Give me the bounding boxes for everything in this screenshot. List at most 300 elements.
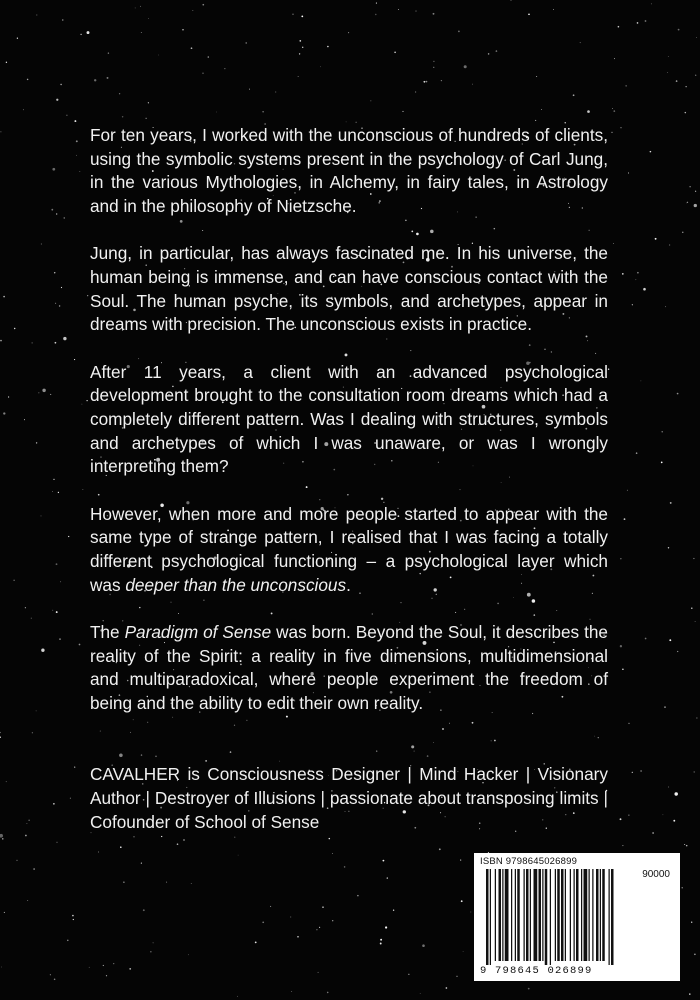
star: [676, 80, 678, 82]
star: [398, 9, 399, 10]
star: [426, 81, 428, 83]
barcode-bars: [486, 869, 668, 965]
paragraph-3: After 11 years, a client with an advanced psychological development brought to the consultation room dreams which had a completely different pattern. Was I dealing with structures, symbols and archetypes of which I was unaware, or was I wrongly interpreting them?: [90, 361, 608, 477]
star: [79, 171, 80, 172]
star: [635, 279, 636, 280]
star: [686, 86, 687, 87]
star: [685, 112, 686, 113]
star: [1, 967, 2, 968]
barcode-bar: [502, 869, 503, 961]
star: [319, 927, 320, 928]
star: [123, 881, 125, 883]
star: [6, 781, 7, 782]
barcode-bar: [574, 869, 575, 961]
star: [608, 369, 609, 370]
star: [79, 644, 81, 646]
star: [691, 922, 692, 923]
star: [16, 860, 17, 861]
star: [460, 860, 461, 861]
barcode-bar: [539, 869, 542, 961]
barcode-bar: [576, 869, 579, 961]
star: [129, 968, 131, 970]
star: [316, 929, 317, 930]
star: [0, 834, 3, 838]
star: [51, 209, 53, 211]
star: [674, 792, 677, 795]
star: [488, 53, 490, 55]
star: [320, 66, 321, 67]
barcode-bar: [542, 869, 543, 961]
barcode-digits: 9 798645 026899: [480, 965, 593, 977]
author-bio: CAVALHER is Consciousness Designer | Mind Hacker | Visionary Author | Destroyer of Illusions | passionate about transposing limits | Cofounder of School of Sense: [90, 764, 608, 832]
star: [393, 910, 394, 911]
star: [541, 109, 542, 110]
star: [80, 34, 81, 35]
star: [689, 993, 690, 994]
star: [270, 906, 271, 907]
star: [2, 838, 3, 839]
star: [693, 558, 694, 559]
star: [587, 110, 590, 113]
star: [6, 62, 7, 63]
star: [52, 491, 53, 492]
star: [4, 912, 5, 913]
barcode-bar: [499, 869, 502, 961]
barcode-bar: [592, 869, 593, 961]
price-code: 90000: [642, 869, 670, 880]
star: [620, 558, 621, 559]
star: [182, 29, 183, 30]
star: [613, 110, 615, 112]
star: [56, 213, 57, 214]
star: [691, 607, 692, 608]
star: [0, 732, 1, 733]
star: [135, 7, 136, 8]
barcode-bar: [570, 869, 571, 961]
isbn-label: ISBN 9798645026899: [480, 856, 578, 867]
star: [668, 547, 669, 548]
star: [661, 462, 663, 464]
star: [416, 11, 417, 12]
star: [408, 974, 409, 975]
star: [0, 736, 1, 738]
star: [580, 42, 581, 43]
star: [673, 820, 675, 822]
barcode-bar: [517, 869, 520, 961]
barcode-bar: [600, 869, 601, 961]
barcode-bar: [596, 869, 599, 961]
star: [627, 490, 628, 491]
star: [106, 975, 107, 976]
star: [371, 101, 372, 102]
star: [669, 639, 671, 641]
star: [3, 296, 5, 298]
back-cover-text: [90, 124, 608, 858]
paragraph-5: [90, 621, 608, 715]
star: [76, 140, 78, 142]
star: [108, 52, 109, 53]
star: [56, 611, 58, 613]
star: [696, 37, 697, 38]
star: [613, 243, 614, 244]
star: [53, 479, 54, 480]
star: [73, 919, 74, 920]
star: [89, 967, 90, 968]
star: [682, 232, 683, 233]
star: [249, 89, 250, 90]
star: [652, 832, 654, 834]
paragraph-4-text: However, when more and more people started to appear with the same type of strange pattern, I realised that I was facing a totally different psychological functioning – a psychological layer which was: [90, 503, 608, 595]
star: [420, 993, 421, 994]
star: [86, 400, 87, 401]
star: [458, 30, 460, 32]
star: [385, 926, 387, 928]
star: [461, 900, 463, 902]
star: [622, 845, 623, 846]
star: [643, 288, 646, 291]
paragraph-1: For ten years, I worked with the unconscious of hundreds of clients, using the symbolic systems present in the psychology of Carl Jung, in the various Mythologies, in Alchemy, in fairy tales, in Astrology and in the philosophy of Nietzsche.: [90, 125, 608, 216]
star: [694, 953, 696, 955]
star: [380, 939, 382, 941]
star: [192, 10, 193, 11]
star: [70, 798, 71, 799]
star: [143, 909, 145, 911]
star: [387, 877, 388, 878]
star: [611, 132, 612, 133]
star: [423, 81, 425, 83]
star: [42, 389, 45, 392]
star: [470, 912, 471, 913]
star: [61, 287, 62, 288]
star: [622, 669, 624, 671]
paragraph-4-end: .: [346, 574, 351, 595]
star: [56, 99, 58, 101]
star: [72, 915, 74, 917]
star: [74, 120, 76, 122]
star: [677, 393, 679, 395]
star: [632, 304, 633, 305]
star: [668, 787, 669, 788]
star: [140, 6, 141, 7]
star: [87, 295, 88, 296]
barcode-bar: [515, 869, 516, 961]
star: [456, 976, 457, 977]
barcode-bar: [530, 869, 531, 961]
barcode-bar: [486, 869, 489, 965]
star: [63, 337, 66, 340]
star: [58, 492, 59, 493]
barcode-bar: [602, 869, 605, 961]
star: [27, 79, 29, 81]
star: [17, 38, 18, 39]
star: [36, 711, 37, 712]
star: [54, 272, 55, 273]
star: [614, 58, 615, 59]
star: [55, 342, 57, 344]
star: [636, 452, 638, 454]
star: [25, 835, 27, 837]
star: [31, 618, 32, 619]
star: [415, 92, 416, 93]
star: [664, 706, 666, 708]
barcode-bar: [495, 869, 496, 961]
star: [29, 820, 30, 821]
star: [640, 770, 642, 772]
star: [23, 109, 24, 110]
star: [661, 431, 662, 432]
star: [275, 92, 276, 93]
star: [298, 76, 299, 77]
star: [682, 887, 683, 888]
star: [59, 638, 60, 639]
star: [166, 882, 167, 883]
star: [536, 76, 537, 77]
barcode-bar: [584, 869, 588, 961]
star: [620, 818, 622, 820]
star: [82, 404, 83, 405]
star: [694, 204, 697, 207]
star: [628, 173, 629, 174]
star: [687, 202, 688, 203]
star: [612, 108, 613, 109]
star: [632, 772, 633, 773]
star: [655, 238, 657, 240]
star: [348, 32, 349, 33]
star: [299, 53, 300, 54]
star: [59, 305, 60, 306]
star: [344, 866, 346, 868]
star: [87, 31, 90, 34]
star: [141, 32, 142, 33]
star: [32, 732, 33, 733]
star: [122, 116, 123, 117]
star: [107, 77, 109, 79]
star: [665, 306, 666, 307]
star: [357, 895, 359, 897]
star: [322, 906, 324, 908]
star: [645, 638, 647, 640]
star: [376, 3, 377, 4]
star: [620, 645, 622, 647]
star: [32, 342, 33, 343]
star: [628, 723, 629, 724]
star: [686, 203, 687, 204]
star: [36, 14, 37, 15]
star: [553, 9, 554, 10]
star: [148, 18, 149, 19]
star: [695, 191, 696, 192]
star: [50, 394, 51, 395]
star: [55, 303, 56, 304]
barcode-bar: [611, 869, 614, 965]
star: [13, 580, 14, 581]
star: [637, 272, 639, 274]
star: [245, 42, 246, 43]
star: [394, 51, 396, 53]
star: [695, 75, 696, 76]
star: [119, 93, 120, 94]
star: [0, 340, 2, 342]
star: [188, 954, 189, 955]
star: [528, 13, 530, 15]
star: [202, 73, 203, 74]
star: [26, 823, 27, 824]
star: [678, 29, 680, 31]
barcode-bar: [550, 869, 551, 965]
star: [292, 14, 293, 15]
star: [14, 328, 15, 329]
star: [74, 359, 75, 360]
star: [318, 972, 319, 973]
star: [510, 0, 511, 1]
star: [346, 122, 347, 123]
star: [573, 94, 575, 96]
star: [624, 518, 626, 520]
star: [694, 771, 695, 772]
star: [94, 79, 96, 81]
star: [76, 155, 77, 156]
paragraph-4: [90, 503, 608, 597]
star: [695, 621, 696, 622]
star: [158, 55, 159, 56]
star: [496, 50, 498, 52]
star: [191, 883, 192, 884]
star: [141, 863, 142, 864]
star: [262, 111, 263, 112]
star: [60, 84, 61, 85]
barcode-bar: [589, 869, 590, 961]
barcode-bar: [565, 869, 566, 961]
barcode-bar: [524, 869, 525, 961]
star: [103, 965, 104, 966]
barcode-bar: [505, 869, 509, 961]
star: [626, 85, 627, 86]
star: [83, 489, 84, 490]
star: [52, 168, 55, 171]
barcode-bar: [490, 869, 491, 965]
star: [535, 120, 536, 121]
star: [216, 112, 217, 113]
star: [327, 46, 329, 48]
star: [3, 412, 5, 414]
star: [50, 974, 51, 975]
star: [297, 936, 299, 938]
star: [153, 942, 154, 943]
star: [684, 844, 685, 845]
star: [332, 920, 333, 921]
star: [54, 979, 56, 981]
star: [686, 845, 688, 847]
star: [669, 244, 670, 245]
star: [622, 273, 624, 275]
star: [663, 814, 664, 815]
star: [208, 56, 210, 58]
star: [8, 396, 9, 397]
barcode-bar: [557, 869, 560, 961]
star: [689, 186, 690, 187]
star: [237, 996, 238, 997]
star: [433, 13, 435, 15]
star: [224, 68, 225, 69]
star: [299, 40, 301, 42]
star: [650, 151, 652, 153]
star: [290, 916, 291, 917]
paragraph-5-text: was born. Beyond the Soul, it describes the reality of the Spirit: a reality in five dimensions, multidimensional and multiparadoxical, where people experiment the freedom of being and the ability to edit their own reality.: [90, 622, 608, 713]
star: [402, 111, 403, 112]
star: [52, 610, 53, 611]
barcode-bar: [581, 869, 582, 961]
star: [302, 47, 303, 48]
star: [645, 20, 647, 22]
star: [67, 940, 68, 941]
star: [68, 536, 69, 537]
barcode-bar: [511, 869, 512, 961]
star: [422, 944, 425, 947]
barcode-bar: [526, 869, 529, 961]
star: [41, 244, 42, 245]
paragraph-5-start: The: [90, 622, 125, 643]
star: [641, 381, 642, 382]
star: [25, 607, 26, 608]
star: [66, 115, 67, 116]
star: [0, 131, 1, 132]
star: [56, 563, 58, 565]
star: [383, 860, 385, 862]
star: [24, 419, 25, 420]
star: [441, 80, 442, 81]
star: [621, 127, 622, 128]
star: [433, 61, 434, 62]
star: [27, 900, 28, 901]
star: [41, 649, 44, 652]
star: [618, 26, 620, 28]
star: [696, 718, 697, 719]
star: [148, 102, 149, 103]
star: [463, 951, 464, 952]
star: [356, 122, 357, 123]
star: [39, 393, 40, 394]
barcode-bar: [555, 869, 556, 961]
isbn-barcode: [474, 853, 680, 981]
barcode-bar: [561, 869, 564, 961]
star: [62, 19, 63, 20]
barcode-bar: [534, 869, 538, 961]
star: [41, 515, 42, 516]
star: [291, 991, 292, 992]
star: [327, 992, 329, 994]
star: [146, 118, 147, 119]
star: [262, 921, 264, 923]
star: [60, 581, 61, 582]
star: [191, 47, 193, 49]
star: [464, 65, 467, 68]
star: [528, 988, 530, 990]
star: [651, 4, 652, 5]
star: [150, 951, 151, 952]
star: [301, 15, 303, 17]
star: [628, 815, 629, 816]
star: [56, 842, 57, 843]
star: [53, 803, 54, 804]
star: [74, 767, 75, 768]
star: [380, 943, 382, 945]
star: [668, 56, 669, 57]
paragraph-4-emphasis: deeper than the unconscious: [125, 574, 347, 595]
star: [113, 963, 114, 964]
star: [36, 442, 37, 443]
barcode-bar: [609, 869, 610, 965]
star: [446, 987, 448, 989]
